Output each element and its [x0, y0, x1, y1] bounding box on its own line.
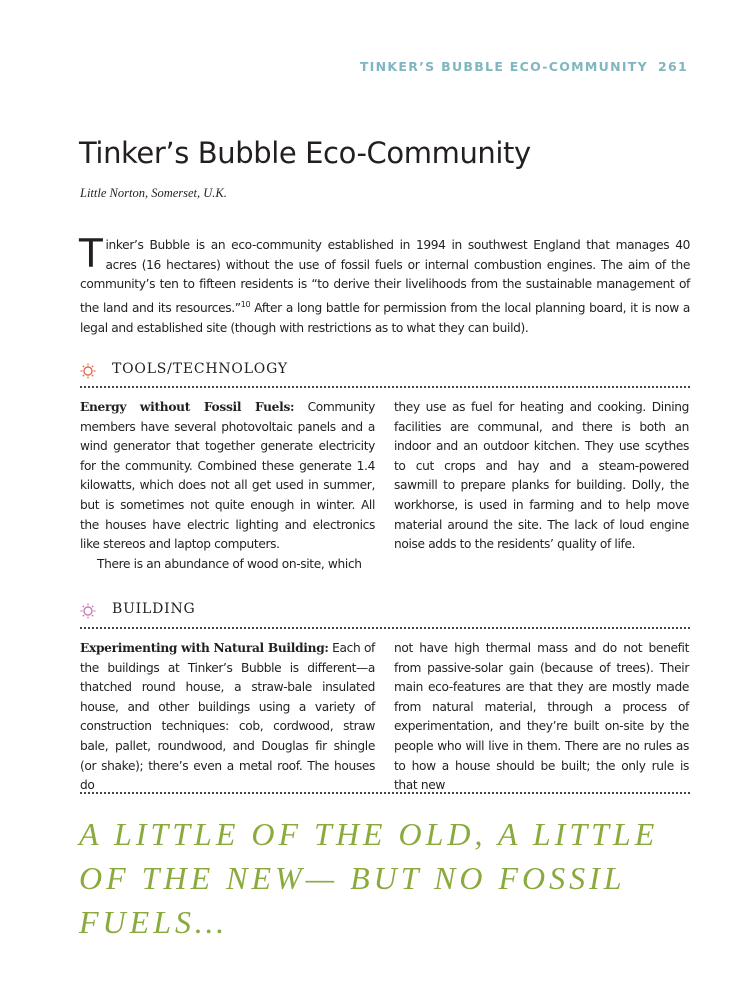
section-heading-building: [80, 601, 690, 623]
tools-right-text: they use as fuel for heating and cooking. Dining facilities are communal, and there is both an indoor and an outdoor kitchen. They use scythes to cut crops and hay and a steam-powered sawmill to prepare planks for building. Dolly, the workhorse, is used in farming and to help move material around the site. The lack of loud engine noise adds to the residents’ quality of life.: [394, 400, 689, 552]
sun-icon: [80, 603, 96, 619]
tools-lead: Energy without Fossil Fuels:: [80, 400, 295, 414]
page-title: Tinker’s Bubble Eco-Community: [79, 136, 531, 170]
section-divider: [80, 386, 690, 388]
pull-quote: A LITTLE OF THE OLD, A LITTLE OF THE NEW— BUT NO FOSSIL FUELS…: [79, 816, 659, 940]
running-head: [360, 59, 688, 74]
tools-column-right: [394, 398, 689, 555]
page-number: 261: [658, 59, 688, 74]
location-subtitle: Little Norton, Somerset, U.K.: [80, 186, 227, 200]
tools-left-text: Community members have several photovoltaic panels and a wind generator that together generate electricity for the community. Combined these generate 1.4 kilowatts, which does not all get used in summer, but is sometimes not quite enough in winter. All the houses have electric lighting and electronics like stereos and laptop computers.: [80, 400, 375, 552]
building-column-right: [394, 639, 689, 796]
running-head-title: TINKER’S BUBBLE ECO-COMMUNITY: [359, 59, 648, 74]
intro-paragraph: [79, 232, 690, 339]
intro-text-after: After a long battle for permission from the local planning board, it is now a legal and established site (though with restrictions as to what they can build).: [80, 301, 690, 335]
section-heading-tools: [80, 361, 690, 383]
tools-column-left: [80, 398, 375, 574]
section-divider: [80, 627, 690, 629]
intro-text: inker’s Bubble is an eco-community established in 1994 in southwest England that manages 40 acres (16 hectares) without the use of fossil fuels or internal combustion engines. The aim of the community’s ten to fifteen residents is “to derive their livelihoods from the sustainable management of the land and its resources.”: [80, 238, 690, 316]
building-right-text: not have high thermal mass and do not benefit from passive-solar gain (because of trees). Their main eco-features are that they are mostly made from natural material, through a process of experimentation, and they’re built on-site by the people who will live in them. There are no rules as to how a house should be built; the only rule is that new: [394, 641, 689, 793]
tools-left-text-2: There is an abundance of wood on-site, which: [97, 556, 362, 571]
sun-icon: [80, 363, 96, 379]
quote-divider: [80, 792, 690, 794]
building-lead: Experimenting with Natural Building:: [80, 641, 329, 655]
drop-cap: T: [79, 232, 103, 277]
section-title-tools: TOOLS/TECHNOLOGY: [112, 361, 288, 377]
section-title-building: BUILDING: [112, 601, 196, 617]
footnote-marker: 10: [240, 300, 251, 310]
building-column-left: [80, 639, 375, 796]
building-left-text: Each of the buildings at Tinker’s Bubble is different—a thatched round house, a straw-bale insulated house, and other buildings using a variety of construction techniques: cob, cordwood, straw bale, pallet, roundwood, and Douglas fir shingle (or shake); there’s even a metal roof. The houses do: [80, 641, 375, 793]
